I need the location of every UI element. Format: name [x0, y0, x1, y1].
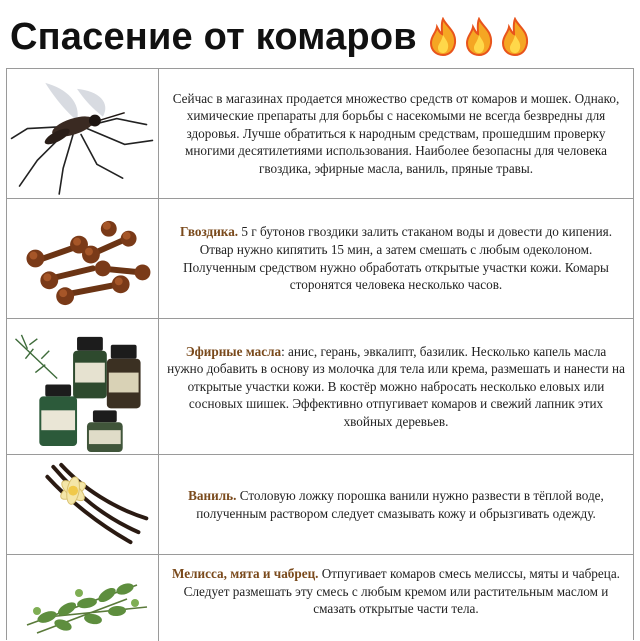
page-title: [10, 10, 531, 64]
mosquito-image: [7, 69, 159, 198]
table-row: [7, 555, 633, 641]
row-body: Отпугивает комаров смесь мелиссы, мяты и чабреца. Следует размешать эту смесь с любым кремом или растительным маслом и смазать открытые части тела.: [183, 566, 620, 617]
row-text: [167, 455, 625, 554]
row-image-cell: [7, 319, 159, 454]
row-lead: Мелисса, мята и чабрец.: [172, 566, 319, 581]
row-image-cell: [7, 555, 159, 641]
row-text: [167, 199, 625, 318]
essential-oils-image: [7, 319, 159, 454]
table-row: [7, 319, 633, 455]
vanilla-image: [7, 455, 159, 554]
cloves-image: [7, 199, 159, 318]
row-lead: Эфирные масла: [185, 343, 282, 359]
row-text: [167, 555, 625, 641]
row-image-cell: [7, 199, 159, 318]
fire-icon: [463, 17, 495, 57]
row-text: [167, 69, 625, 198]
title-text: Спасение от комаров: [10, 15, 417, 58]
herbs-image: [7, 555, 159, 641]
row-paragraph: [167, 343, 625, 431]
row-paragraph: [167, 223, 625, 293]
remedies-table: [6, 68, 634, 640]
row-image-cell: [7, 69, 159, 198]
row-image-cell: [7, 455, 159, 554]
fire-icon: [427, 17, 459, 57]
row-body: 5 г бутонов гвоздики залить стаканом воды и довести до кипения. Отвар нужно кипятить 15 мин, а затем смешать с любым одеколоном. Полученным средством нужно обработать открытые участки кожи. Комары сторонятся человека несколько часов.: [183, 224, 613, 293]
row-lead: Гвоздика.: [179, 224, 239, 240]
row-body: : анис, герань, эвкалипт, базилик. Несколько капель масла нужно добавить в основу из молочка для тела или крема, размешать и нанести на открытые участки кожи. В костёр можно набросать несколько еловых или сосновых шишек. Эффективно отпугивает комаров и свежий лапник этих хвойных деревьев.: [167, 343, 625, 429]
row-paragraph: [167, 90, 625, 178]
row-body: Столовую ложку порошка ванили нужно развести в тёплой воде, полученным раствором следует смазывать кожу и обрызгивать одежду.: [196, 487, 604, 521]
row-text: [167, 319, 625, 454]
row-paragraph: [167, 565, 625, 618]
row-paragraph: [167, 487, 625, 522]
table-row: [7, 199, 633, 319]
row-body: Сейчас в магазинах продается множество средств от комаров и мошек. Однако, химические препараты для борьбы с насекомыми не всегда безвредны для здоровья. Лучше обратиться к народным средствам, прошедшим проверку многими десятилетиями использования. Наиболее безопасны для человека гвоздика, эфирные масла, ваниль, пряные травы.: [172, 90, 620, 176]
fire-icon: [499, 17, 531, 57]
table-row: [7, 455, 633, 555]
table-row: [7, 69, 633, 199]
row-lead: Ваниль.: [188, 487, 237, 503]
title-emoji-group: [427, 17, 531, 57]
